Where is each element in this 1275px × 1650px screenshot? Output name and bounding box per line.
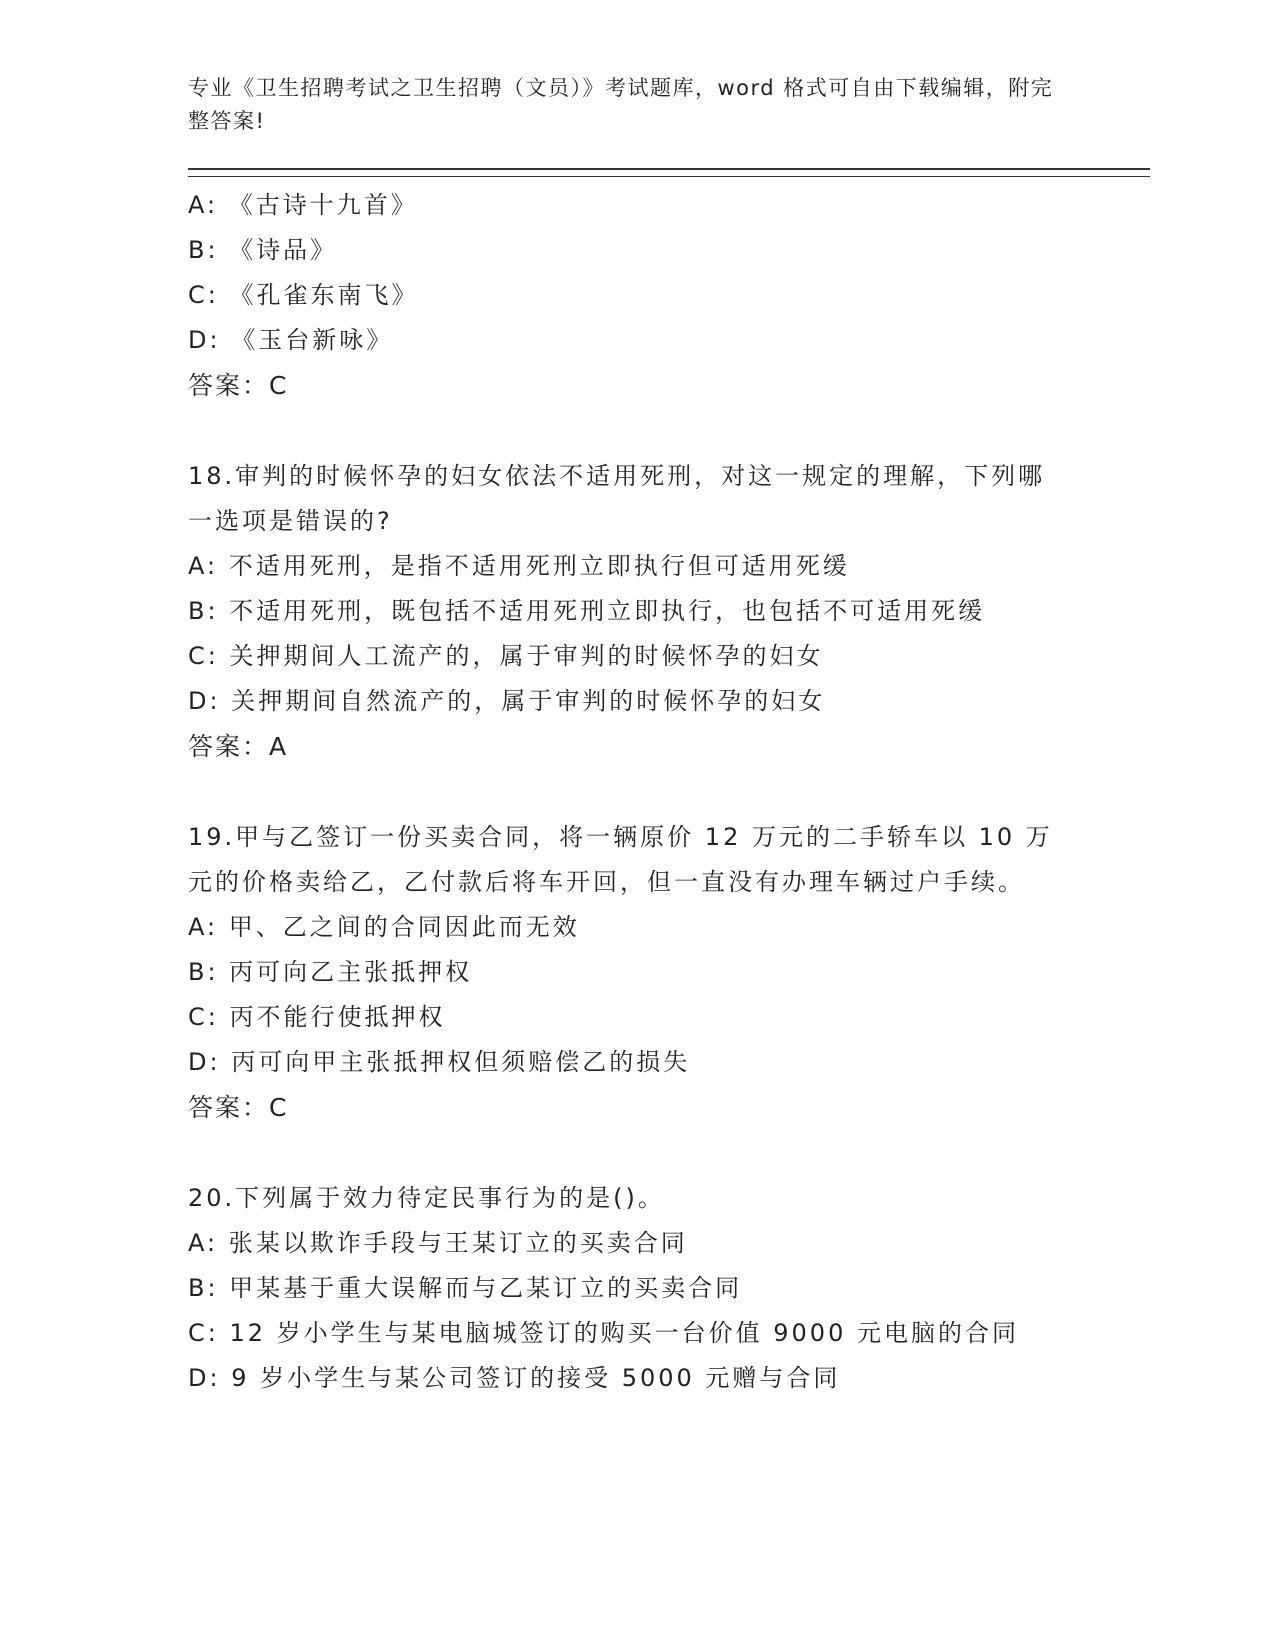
question-18 [188,454,1150,769]
spacer [188,1130,1150,1176]
document-body [188,183,1150,1401]
option-c: C: 12 岁小学生与某电脑城签订的购买一台价值 9000 元电脑的合同 [188,1319,1019,1347]
header-divider [188,168,1150,177]
answer-line: 答案：C [188,1093,289,1122]
question-19 [188,815,1150,1130]
option-b: B: 丙可向乙主张抵押权 [188,958,473,986]
option-b: B: 甲某基于重大误解而与乙某订立的买卖合同 [188,1274,743,1302]
spacer [188,408,1150,454]
question-20 [188,1176,1150,1401]
option-a: A: 张某以欺诈手段与王某订立的买卖合同 [188,1229,688,1257]
option-c: C: 《孔雀东南飞》 [188,281,419,309]
option-a: A: 《古诗十九首》 [188,191,418,219]
question-stem: 19.甲与乙签订一份买卖合同，将一辆原价 12 万元的二手轿车以 10 万元的价格卖给乙，乙付款后将车开回，但一直没有办理车辆过户手续。 [188,823,1053,896]
question-stem: 18.审判的时候怀孕的妇女依法不适用死刑，对这一规定的理解，下列哪一选项是错误的? [188,462,1046,535]
option-d: D: 丙可向甲主张抵押权但须赔偿乙的损失 [188,1048,691,1076]
option-d: D: 《玉台新咏》 [188,326,394,354]
spacer [188,769,1150,815]
document-header: 专业《卫生招聘考试之卫生招聘（文员）》考试题库，word 格式可自由下载编辑，附完整答案! [188,76,1054,133]
prev-question-block [188,183,1150,408]
question-stem: 20.下列属于效力待定民事行为的是()。 [188,1184,665,1212]
document-page [188,72,1150,1401]
option-b: B: 《诗品》 [188,236,338,264]
option-b: B: 不适用死刑，既包括不适用死刑立即执行，也包括不可适用死缓 [188,597,986,625]
option-d: D: 关押期间自然流产的，属于审判的时候怀孕的妇女 [188,687,826,715]
option-a: A: 不适用死刑，是指不适用死刑立即执行但可适用死缓 [188,552,850,580]
option-c: C: 丙不能行使抵押权 [188,1003,446,1031]
answer-line: 答案：C [188,371,289,400]
option-a: A: 甲、乙之间的合同因此而无效 [188,913,580,941]
option-d: D: 9 岁小学生与某公司签订的接受 5000 元赠与合同 [188,1364,841,1392]
option-c: C: 关押期间人工流产的，属于审判的时候怀孕的妇女 [188,642,824,670]
answer-line: 答案：A [188,732,289,761]
